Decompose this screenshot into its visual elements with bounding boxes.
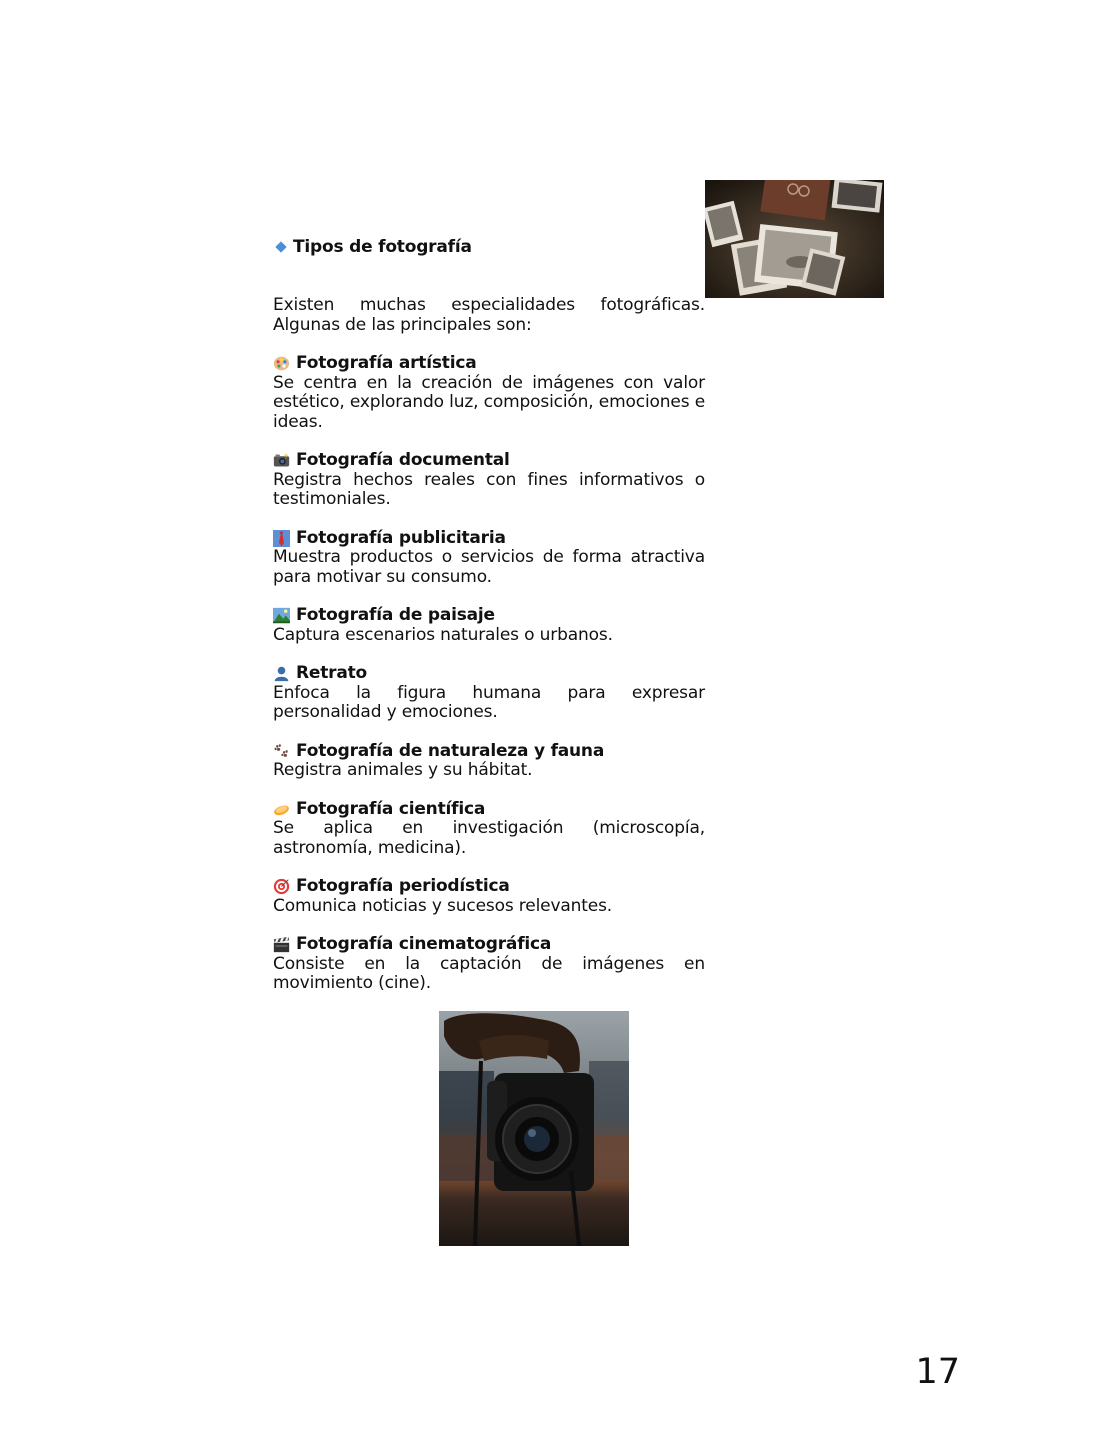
item-title: [273, 935, 705, 955]
list-item: [273, 354, 705, 432]
item-description: Captura escenarios naturales o urbanos.: [273, 624, 613, 645]
item-title-text: Fotografía publicitaria: [296, 527, 506, 548]
item-title-text: Fotografía artística: [296, 353, 477, 373]
list-item: [273, 742, 705, 781]
item-description: Registra hechos reales con fines informativos o testimoniales.: [273, 469, 705, 509]
intro-paragraph: Existen muchas especialidades fotográficas. Algunas de las principales son:: [273, 295, 705, 335]
item-title: [273, 742, 705, 762]
item-description: Se centra en la creación de imágenes con valor estético, explorando luz, composición, emociones e ideas.: [273, 372, 706, 432]
list-item: [273, 606, 705, 645]
list-item: [273, 800, 705, 859]
item-description: Se aplica en investigación (microscopía, astronomía, medicina).: [273, 818, 705, 858]
item-title-text: Retrato: [296, 663, 368, 683]
hand-holding-camera-image: [439, 1011, 629, 1246]
list-item: [273, 877, 705, 916]
landscape-photo-icon: [273, 607, 290, 624]
item-title-text: Fotografía cinematográfica: [296, 934, 552, 954]
item-description: Registra animales y su hábitat.: [273, 760, 533, 780]
camera-with-flash-icon: [273, 452, 290, 469]
paw-prints-icon: [273, 743, 290, 760]
item-title: [273, 664, 705, 684]
artist-palette-icon: [273, 355, 290, 372]
scattered-photographs-image: [705, 180, 884, 298]
section-heading: [275, 237, 472, 257]
item-title-text: Fotografía periodística: [296, 876, 510, 896]
item-description: Consiste en la captación de imágenes en movimiento (cine).: [273, 953, 705, 993]
item-title: [273, 354, 705, 374]
page-number: 17: [915, 1352, 960, 1392]
item-title: [273, 529, 705, 549]
clapper-board-icon: [273, 936, 290, 953]
necktie-icon: [273, 530, 290, 547]
list-item: [273, 529, 705, 588]
item-title: [273, 606, 705, 626]
photography-types-list: [273, 354, 705, 1013]
item-title: [273, 800, 705, 820]
bust-silhouette-icon: [273, 665, 290, 682]
list-item: [273, 451, 705, 510]
small-blue-diamond-icon: [275, 241, 286, 252]
item-title-text: Fotografía científica: [296, 798, 486, 819]
item-title: [273, 451, 705, 471]
section-title: Tipos de fotografía: [293, 237, 472, 257]
item-description: Enfoca la figura humana para expresar personalidad y emociones.: [273, 682, 705, 722]
item-description: Muestra productos o servicios de forma atractiva para motivar su consumo.: [273, 547, 705, 587]
petri-dish-icon: [273, 801, 290, 818]
item-title-text: Fotografía documental: [296, 450, 510, 470]
list-item: [273, 935, 705, 994]
list-item: [273, 664, 705, 723]
item-title-text: Fotografía de naturaleza y fauna: [296, 740, 605, 761]
direct-hit-target-icon: [273, 878, 290, 895]
item-description: Comunica noticias y sucesos relevantes.: [273, 895, 613, 916]
item-title: [273, 877, 705, 897]
item-title-text: Fotografía de paisaje: [296, 605, 495, 625]
